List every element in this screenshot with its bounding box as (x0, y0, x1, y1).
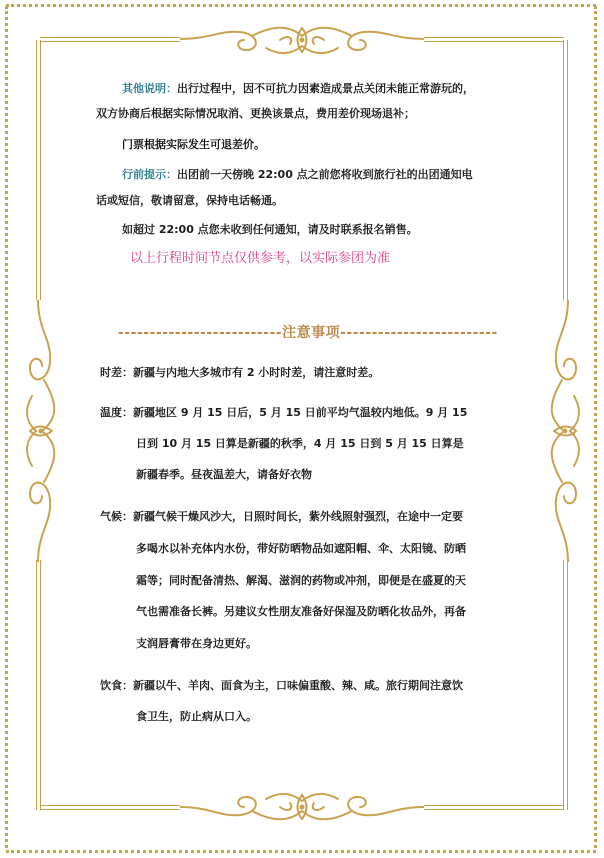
climate-line4: 气也需准备长裤。另建议女性朋友准备好保湿及防晒化妆品外，再备 (136, 605, 466, 618)
time-diff-label: 时差： (100, 366, 133, 379)
left-gold-line (40, 560, 41, 810)
diet-line1 (100, 679, 463, 693)
notice-section-title: --------------------------注意事项------------------------- (118, 325, 498, 341)
right-gold-line (563, 560, 564, 810)
bottom-gold-line (424, 809, 564, 810)
temperature-line3: 新疆春季。昼夜温差大，请备好衣物 (136, 468, 312, 481)
top-gold-line (424, 37, 564, 38)
other-notes-label: 其他说明： (122, 82, 177, 95)
right-gold-line (567, 40, 568, 300)
temperature-text: 新疆地区 9 月 15 日后，5 月 15 日前平均气温较内地低。9 月 15 (133, 406, 468, 419)
diet-line2: 食卫生，防止病从口入。 (136, 710, 257, 723)
climate-line1 (100, 510, 463, 524)
diet-text: 新疆以牛、羊肉、面食为主，口味偏重酸、辣、咸。旅行期间注意饮 (133, 679, 463, 692)
temperature-label: 温度： (100, 406, 133, 419)
temperature-line1 (100, 406, 467, 420)
climate-line3: 霜等；同时配备清热、解渴、滋润的药物或冲剂，即便是在盛夏的天 (136, 574, 466, 587)
top-dotted-border (6, 4, 596, 7)
bottom-flourish-ornament (180, 787, 424, 827)
other-notes-line1 (122, 82, 474, 96)
left-dotted-border (5, 6, 8, 848)
climate-line5: 支润唇膏带在身边更好。 (136, 637, 257, 650)
right-gold-line (563, 40, 564, 300)
climate-label: 气候： (100, 510, 133, 523)
top-gold-line (424, 41, 564, 42)
other-notes-line3: 门票根据实际发生可退差价。 (122, 138, 265, 151)
time-diff-line1 (100, 366, 379, 380)
right-dotted-border (594, 6, 597, 848)
other-notes-text: 出行过程中，因不可抗力因素造成景点关闭未能正常游玩的， (177, 82, 474, 95)
right-scroll-ornament (544, 300, 584, 562)
bottom-gold-line (40, 809, 180, 810)
pre-trip-line2: 话或短信，敬请留意，保持电话畅通。 (96, 194, 283, 207)
left-gold-line (36, 40, 37, 300)
pre-trip-line3: 如超过 22:00 点您未收到任何通知，请及时联系报名销售。 (122, 223, 418, 236)
top-flourish-ornament (180, 22, 424, 62)
other-notes-line2: 双方协商后根据实际情况取消、更换该景点，费用差价现场退补； (96, 107, 415, 120)
temperature-line2: 日到 10 月 15 日算是新疆的秋季，4 月 15 日到 5 月 15 日算是 (136, 437, 464, 450)
bottom-gold-line (424, 805, 564, 806)
left-scroll-ornament (22, 300, 62, 562)
left-gold-line (40, 40, 41, 300)
climate-text: 新疆气候干燥风沙大，日照时间长，紫外线照射强烈，在途中一定要 (133, 510, 463, 523)
pre-trip-text: 出团前一天傍晚 22:00 点之前您将收到旅行社的出团通知电 (177, 168, 473, 181)
pre-trip-line1 (122, 168, 473, 182)
schedule-note: 以上行程时间节点仅供参考，以实际参团为准 (130, 251, 391, 266)
climate-line2: 多喝水以补充体内水份，带好防晒物品如遮阳帽、伞、太阳镜、防晒 (136, 542, 466, 555)
diet-label: 饮食： (100, 679, 133, 692)
bottom-gold-line (40, 805, 180, 806)
right-gold-line (567, 560, 568, 810)
bottom-dotted-border (6, 850, 596, 853)
pre-trip-label: 行前提示： (122, 168, 177, 181)
time-diff-text: 新疆与内地大多城市有 2 小时时差，请注意时差。 (133, 366, 380, 379)
top-gold-line (40, 41, 180, 42)
top-gold-line (40, 37, 180, 38)
left-gold-line (36, 560, 37, 810)
